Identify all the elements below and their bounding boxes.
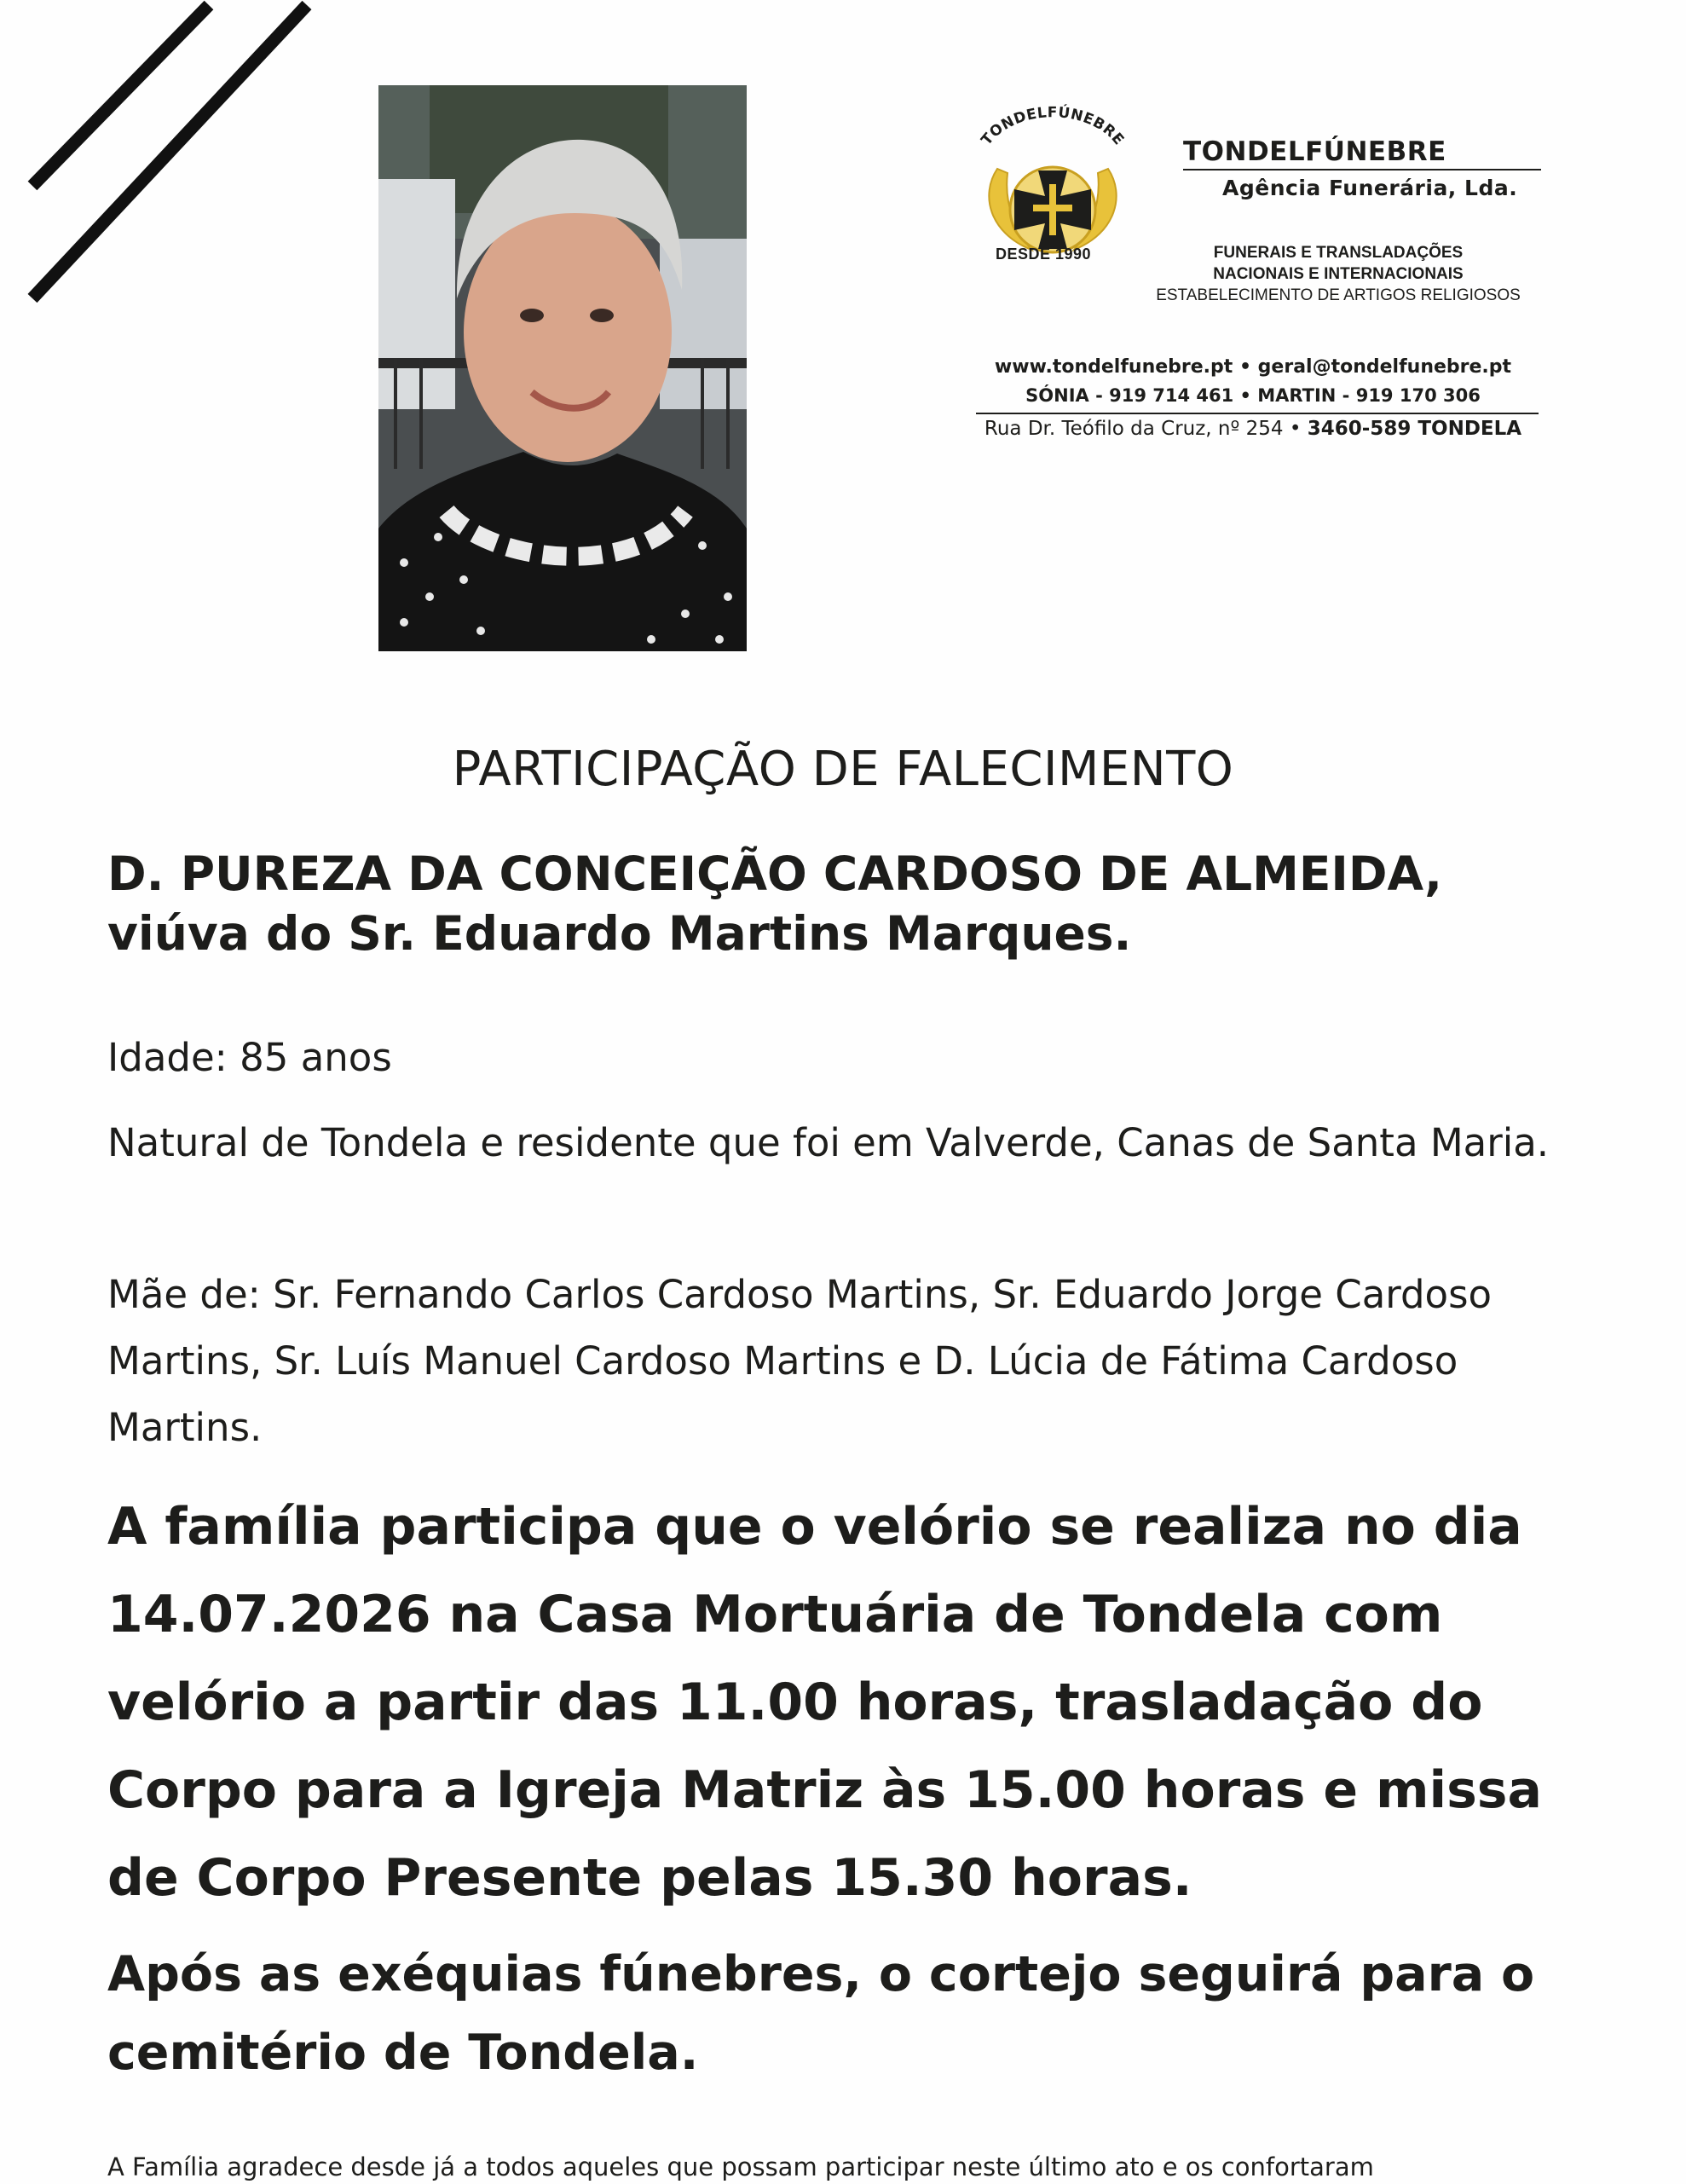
cortege-details: Após as exéquias fúnebres, o cortejo seguirá para o cemitério de Tondela. — [107, 1946, 1535, 2081]
family-thanks: A Família agradece desde já a todos aqueles que possam participar neste último ato e os confortaram — [107, 2152, 1374, 2181]
agency-address — [963, 418, 1543, 440]
wake-details: A família participa que o velório se realiza no dia 14.07.2026 na Casa Mortuária de Tondela com velório a partir das 11.00 horas, trasladação do Corpo para a Igreja Matriz às 15.00 horas e missa de Corpo Presente pelas 15.30 horas. — [107, 1497, 1542, 1908]
address-street: Rua Dr. Teófilo da Cruz, nº 254 • — [984, 418, 1308, 440]
contact-rule — [976, 413, 1539, 414]
agency-subtitle: Agência Funerária, Lda. — [1222, 176, 1518, 200]
mourning-stripes — [26, 0, 315, 315]
age: Idade: 85 anos — [107, 1035, 392, 1080]
notice-heading: PARTICIPAÇÃO DE FALECIMENTO — [452, 742, 1234, 797]
address-postal: 3460-589 TONDELA — [1307, 418, 1522, 440]
children-list: Mãe de: Sr. Fernando Carlos Cardoso Martins, Sr. Eduardo Jorge Cardoso Martins, Sr. Luís Manuel Cardoso Martins e D. Lúcia de Fátima Cardoso Martins. — [107, 1272, 1493, 1450]
spouse-line: viúva do Sr. Eduardo Martins Marques. — [107, 906, 1132, 961]
service-line: NACIONAIS E INTERNACIONAIS — [1213, 265, 1464, 283]
agency-name: TONDELFÚNEBRE — [1183, 136, 1446, 167]
deceased-name — [107, 844, 1556, 963]
service-line: ESTABELECIMENTO DE ARTIGOS RELIGIOSOS — [1156, 286, 1521, 304]
agency-name-rule — [1183, 169, 1541, 170]
deceased-portrait — [378, 85, 747, 651]
service-line: FUNERAIS E TRANSLADAÇÕES — [1213, 244, 1464, 262]
agency-phones: SÓNIA - 919 714 461 • MARTIN - 919 170 306 — [1025, 385, 1481, 406]
origin-residence: Natural de Tondela e residente que foi em Valverde, Canas de Santa Maria. — [107, 1120, 1550, 1165]
agency-web-email: www.tondelfunebre.pt • geral@tondelfunebre.pt — [994, 356, 1512, 378]
logo-text: TONDELFÚNEBRE — [978, 104, 1128, 149]
since-year: DESDE 1990 — [996, 246, 1092, 263]
agency-services — [1134, 242, 1543, 306]
agency-logo — [963, 101, 1142, 263]
name-line: D. PUREZA DA CONCEIÇÃO CARDOSO DE ALMEIDA, — [107, 846, 1443, 901]
